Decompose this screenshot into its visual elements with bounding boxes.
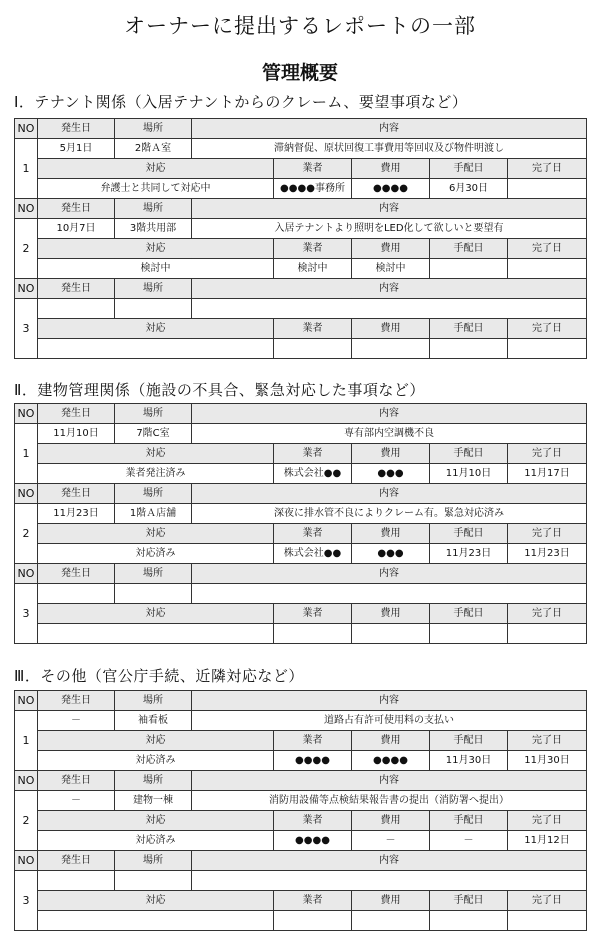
record-header-row	[15, 691, 587, 711]
date-header: 発生日	[38, 851, 115, 871]
completed-date	[508, 179, 587, 199]
record-detail-row	[15, 871, 587, 891]
record-header-row	[15, 199, 587, 219]
arranged-date: 11月30日	[430, 751, 508, 771]
place-header: 場所	[115, 691, 192, 711]
occurrence-date: 11月10日	[38, 424, 115, 444]
record-number: 2	[15, 219, 38, 279]
content-header: 内容	[192, 771, 587, 791]
content-header: 内容	[192, 119, 587, 139]
page-subtitle: 管理概要	[261, 62, 338, 84]
vendor: 株式会社●●	[274, 464, 352, 484]
vendor-header: 業者	[274, 159, 352, 179]
response-header: 対応	[38, 604, 274, 624]
place-header: 場所	[115, 564, 192, 584]
completed-date	[508, 911, 587, 931]
record-number: 2	[15, 504, 38, 564]
record-number: 1	[15, 424, 38, 484]
no-header: NO	[15, 279, 38, 299]
location: 袖看板	[115, 711, 192, 731]
section-heading-other: Ⅲ．その他（官公庁手続、近隣対応など）	[14, 667, 304, 685]
place-header: 場所	[115, 119, 192, 139]
date-header: 発生日	[38, 119, 115, 139]
response-detail-row	[15, 259, 587, 279]
date-header: 発生日	[38, 564, 115, 584]
vendor-header: 業者	[274, 891, 352, 911]
response-header-row	[15, 731, 587, 751]
record-detail-row	[15, 139, 587, 159]
response-header-row	[15, 239, 587, 259]
record-detail-row	[15, 299, 587, 319]
record-header-row	[15, 851, 587, 871]
cost: ●●●●	[352, 179, 430, 199]
cost-header: 費用	[352, 811, 430, 831]
content-header: 内容	[192, 691, 587, 711]
completed-date-header: 完了日	[508, 159, 587, 179]
response	[38, 339, 274, 359]
cost	[352, 339, 430, 359]
response-header: 対応	[38, 524, 274, 544]
content: 道路占有許可使用料の支払い	[192, 711, 587, 731]
content	[192, 871, 587, 891]
vendor	[274, 624, 352, 644]
content-header: 内容	[192, 851, 587, 871]
content: 専有部内空調機不良	[192, 424, 587, 444]
arranged-date-header: 手配日	[430, 319, 508, 339]
response-header-row	[15, 524, 587, 544]
arranged-date	[430, 624, 508, 644]
place-header: 場所	[115, 851, 192, 871]
response-header-row	[15, 319, 587, 339]
place-header: 場所	[115, 279, 192, 299]
response	[38, 624, 274, 644]
vendor: ●●●●	[274, 751, 352, 771]
location: 2階Ａ室	[115, 139, 192, 159]
arranged-date-header: 手配日	[430, 811, 508, 831]
record-header-row	[15, 564, 587, 584]
cost-header: 費用	[352, 604, 430, 624]
completed-date-header: 完了日	[508, 239, 587, 259]
content-header: 内容	[192, 199, 587, 219]
record-detail-row	[15, 711, 587, 731]
occurrence-date: 10月7日	[38, 219, 115, 239]
vendor-header: 業者	[274, 319, 352, 339]
arranged-date	[430, 259, 508, 279]
response-detail-row	[15, 751, 587, 771]
record-number: 3	[15, 871, 38, 931]
completed-date-header: 完了日	[508, 811, 587, 831]
vendor-header: 業者	[274, 731, 352, 751]
date-header: 発生日	[38, 771, 115, 791]
response-header: 対応	[38, 239, 274, 259]
location	[115, 584, 192, 604]
response: 対応済み	[38, 831, 274, 851]
section-heading-tenant: Ⅰ．テナント関係（入居テナントからのクレーム、要望事項など）	[14, 93, 468, 111]
no-header: NO	[15, 851, 38, 871]
no-header: NO	[15, 199, 38, 219]
content: 入居テナントより照明をLED化して欲しいと要望有	[192, 219, 587, 239]
date-header: 発生日	[38, 691, 115, 711]
date-header: 発生日	[38, 279, 115, 299]
record-detail-row	[15, 219, 587, 239]
record-number: 1	[15, 139, 38, 199]
record-number: 3	[15, 299, 38, 359]
location: 建物一棟	[115, 791, 192, 811]
section-heading-building: Ⅱ．建物管理関係（施設の不具合、緊急対応した事項など）	[14, 381, 425, 399]
response-detail-row	[15, 339, 587, 359]
completed-date-header: 完了日	[508, 731, 587, 751]
building-table	[14, 403, 587, 644]
vendor-header: 業者	[274, 524, 352, 544]
no-header: NO	[15, 484, 38, 504]
record-header-row	[15, 484, 587, 504]
response-detail-row	[15, 911, 587, 931]
cost	[352, 624, 430, 644]
record-number: 1	[15, 711, 38, 771]
cost: ●●●●	[352, 751, 430, 771]
cost-header: 費用	[352, 444, 430, 464]
record-detail-row	[15, 424, 587, 444]
content: 滞納督促、原状回復工事費用等回収及び物件明渡し	[192, 139, 587, 159]
arranged-date-header: 手配日	[430, 604, 508, 624]
response-header: 対応	[38, 444, 274, 464]
vendor: 株式会社●●	[274, 544, 352, 564]
vendor-header: 業者	[274, 239, 352, 259]
cost-header: 費用	[352, 731, 430, 751]
cost	[352, 911, 430, 931]
vendor: ●●●●	[274, 831, 352, 851]
cost-header: 費用	[352, 524, 430, 544]
completed-date	[508, 624, 587, 644]
place-header: 場所	[115, 484, 192, 504]
location	[115, 299, 192, 319]
cost: ●●●	[352, 544, 430, 564]
vendor	[274, 339, 352, 359]
vendor-header: 業者	[274, 444, 352, 464]
record-detail-row	[15, 584, 587, 604]
arranged-date: 11月23日	[430, 544, 508, 564]
record-header-row	[15, 404, 587, 424]
response-detail-row	[15, 464, 587, 484]
completed-date	[508, 259, 587, 279]
cost-header: 費用	[352, 891, 430, 911]
response-header: 対応	[38, 891, 274, 911]
arranged-date-header: 手配日	[430, 444, 508, 464]
content-header: 内容	[192, 484, 587, 504]
record-header-row	[15, 771, 587, 791]
response: 業者発注済み	[38, 464, 274, 484]
cost-header: 費用	[352, 239, 430, 259]
response-header-row	[15, 811, 587, 831]
response: 対応済み	[38, 751, 274, 771]
date-header: 発生日	[38, 484, 115, 504]
vendor: 検討中	[274, 259, 352, 279]
vendor-header: 業者	[274, 604, 352, 624]
completed-date-header: 完了日	[508, 524, 587, 544]
response-detail-row	[15, 831, 587, 851]
response-header-row	[15, 891, 587, 911]
response-header-row	[15, 444, 587, 464]
arranged-date-header: 手配日	[430, 239, 508, 259]
no-header: NO	[15, 771, 38, 791]
vendor	[274, 911, 352, 931]
other-table	[14, 690, 587, 931]
content-header: 内容	[192, 279, 587, 299]
arranged-date: 6月30日	[430, 179, 508, 199]
cost: ●●●	[352, 464, 430, 484]
content: 消防用設備等点検結果報告書の提出（消防署へ提出）	[192, 791, 587, 811]
record-number: 2	[15, 791, 38, 851]
arranged-date-header: 手配日	[430, 159, 508, 179]
place-header: 場所	[115, 199, 192, 219]
record-header-row	[15, 119, 587, 139]
record-detail-row	[15, 504, 587, 524]
completed-date	[508, 339, 587, 359]
response-header-row	[15, 604, 587, 624]
location: 7階C室	[115, 424, 192, 444]
response: 対応済み	[38, 544, 274, 564]
place-header: 場所	[115, 771, 192, 791]
response	[38, 911, 274, 931]
response-header: 対応	[38, 159, 274, 179]
completed-date-header: 完了日	[508, 891, 587, 911]
content	[192, 584, 587, 604]
arranged-date	[430, 911, 508, 931]
cost: －	[352, 831, 430, 851]
completed-date: 11月30日	[508, 751, 587, 771]
occurrence-date	[38, 299, 115, 319]
record-detail-row	[15, 791, 587, 811]
tenant-table	[14, 118, 587, 359]
cost: 検討中	[352, 259, 430, 279]
record-number: 3	[15, 584, 38, 644]
response-detail-row	[15, 544, 587, 564]
response-header-row	[15, 159, 587, 179]
response-header: 対応	[38, 731, 274, 751]
no-header: NO	[15, 404, 38, 424]
arranged-date-header: 手配日	[430, 524, 508, 544]
arranged-date-header: 手配日	[430, 891, 508, 911]
content: 深夜に排水管不良によりクレーム有。緊急対応済み	[192, 504, 587, 524]
vendor: ●●●●事務所	[274, 179, 352, 199]
arranged-date: －	[430, 831, 508, 851]
occurrence-date	[38, 871, 115, 891]
cost-header: 費用	[352, 159, 430, 179]
date-header: 発生日	[38, 404, 115, 424]
vendor-header: 業者	[274, 811, 352, 831]
arranged-date	[430, 339, 508, 359]
record-header-row	[15, 279, 587, 299]
response: 弁護士と共同して対応中	[38, 179, 274, 199]
location	[115, 871, 192, 891]
occurrence-date: 11月23日	[38, 504, 115, 524]
no-header: NO	[15, 564, 38, 584]
content	[192, 299, 587, 319]
page-title: オーナーに提出するレポートの一部	[124, 14, 476, 38]
occurrence-date: －	[38, 711, 115, 731]
no-header: NO	[15, 119, 38, 139]
date-header: 発生日	[38, 199, 115, 219]
occurrence-date: －	[38, 791, 115, 811]
completed-date: 11月12日	[508, 831, 587, 851]
location: 3階共用部	[115, 219, 192, 239]
location: 1階Ａ店舗	[115, 504, 192, 524]
response-header: 対応	[38, 811, 274, 831]
completed-date-header: 完了日	[508, 604, 587, 624]
response-detail-row	[15, 624, 587, 644]
content-header: 内容	[192, 404, 587, 424]
completed-date: 11月17日	[508, 464, 587, 484]
content-header: 内容	[192, 564, 587, 584]
occurrence-date	[38, 584, 115, 604]
response: 検討中	[38, 259, 274, 279]
arranged-date: 11月10日	[430, 464, 508, 484]
completed-date-header: 完了日	[508, 319, 587, 339]
no-header: NO	[15, 691, 38, 711]
cost-header: 費用	[352, 319, 430, 339]
completed-date-header: 完了日	[508, 444, 587, 464]
occurrence-date: 5月1日	[38, 139, 115, 159]
response-header: 対応	[38, 319, 274, 339]
response-detail-row	[15, 179, 587, 199]
completed-date: 11月23日	[508, 544, 587, 564]
arranged-date-header: 手配日	[430, 731, 508, 751]
place-header: 場所	[115, 404, 192, 424]
